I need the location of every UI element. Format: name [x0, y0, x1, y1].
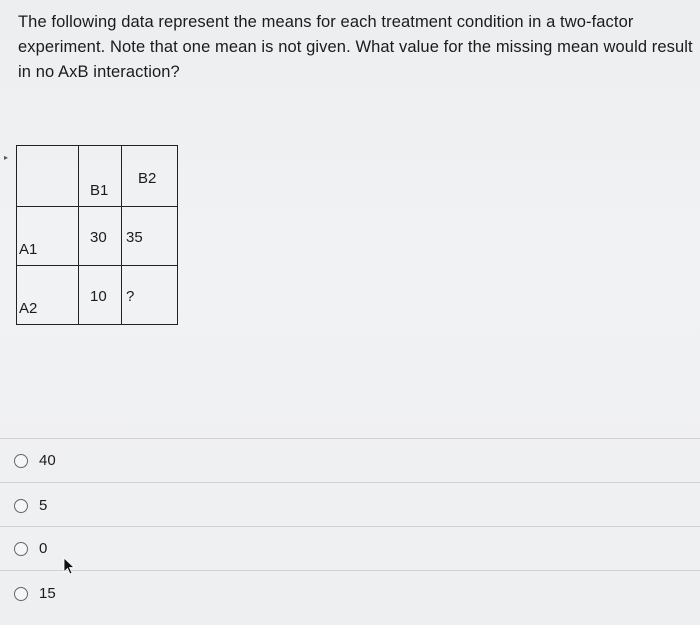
option-label: 15	[39, 585, 56, 602]
table-header-cell	[79, 146, 122, 207]
row-header-a2: A2	[19, 300, 38, 317]
table-row	[17, 266, 178, 325]
option-divider	[0, 482, 700, 483]
table-cell	[122, 266, 178, 325]
cell-a2-b1: 10	[90, 288, 107, 305]
option-0[interactable]	[14, 540, 47, 557]
row-header-cell	[17, 207, 79, 266]
mouse-cursor-icon	[63, 557, 75, 577]
row-header-a1: A1	[19, 241, 38, 258]
col-header-b1: B1	[90, 182, 109, 199]
cell-a1-b1: 30	[90, 229, 107, 246]
option-15[interactable]	[14, 585, 56, 602]
option-divider	[0, 438, 700, 439]
col-header-b2: B2	[138, 170, 157, 187]
table-corner-cell	[17, 146, 79, 207]
pointer-marker-icon: ▸	[4, 153, 9, 162]
row-header-cell	[17, 266, 79, 325]
option-label: 0	[39, 540, 48, 557]
table-header-cell	[122, 146, 178, 207]
radio-icon[interactable]	[14, 454, 28, 468]
radio-icon[interactable]	[14, 587, 28, 601]
option-divider	[0, 526, 700, 527]
radio-icon[interactable]	[14, 499, 28, 513]
table-cell	[122, 207, 178, 266]
option-label: 5	[39, 497, 48, 514]
table-cell	[79, 207, 122, 266]
option-label: 40	[39, 452, 56, 469]
option-40[interactable]	[14, 452, 56, 469]
radio-icon[interactable]	[14, 542, 28, 556]
table-cell	[79, 266, 122, 325]
option-divider	[0, 570, 700, 571]
cell-a1-b2: 35	[126, 229, 143, 246]
option-5[interactable]	[14, 497, 47, 514]
table-row	[17, 207, 178, 266]
question-text: The following data represent the means for each treatment condition in a two-factor experiment. Note that one mean is not given. What value for the missing mean would result in no AxB interaction?	[18, 13, 693, 81]
means-table	[16, 145, 178, 325]
cell-a2-b2-missing: ?	[126, 288, 135, 305]
table-header-row	[17, 146, 178, 207]
